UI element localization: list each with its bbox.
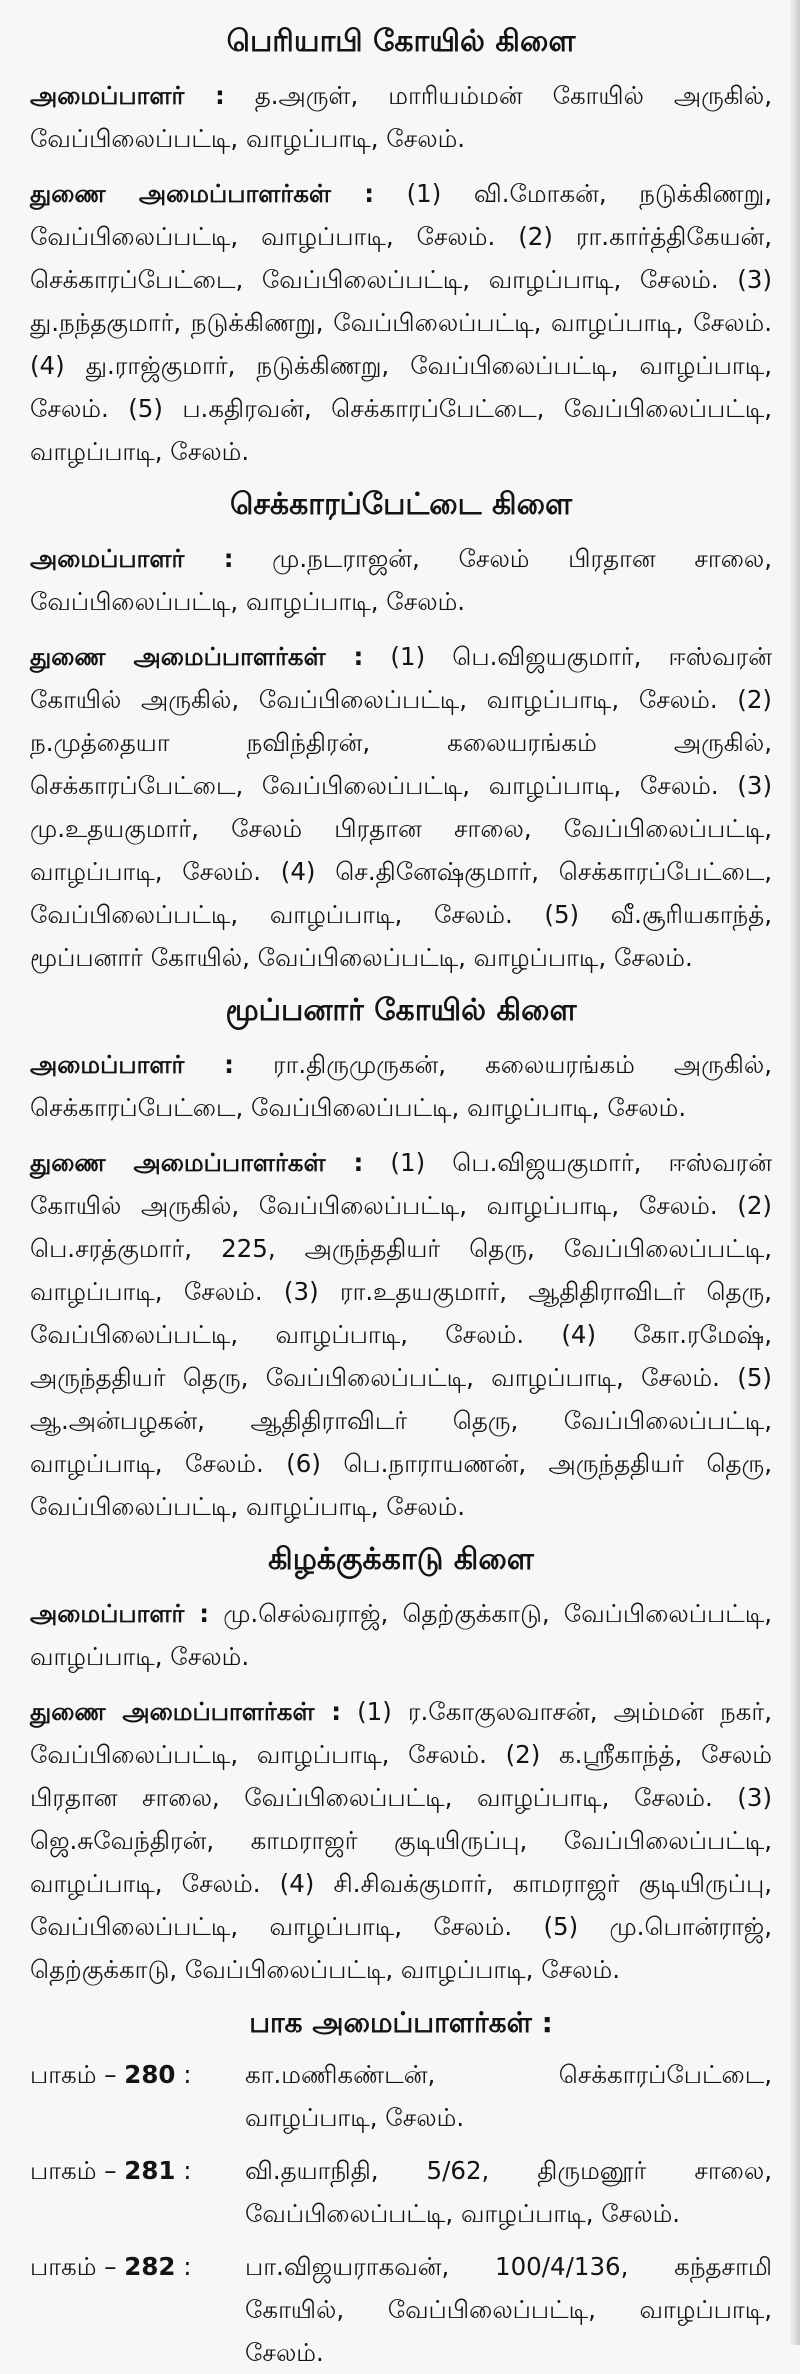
deputy-text: (1) பெ.விஜயகுமார், ஈஸ்வரன் கோயில் அருகில், வேப்பிலைப்பட்டி, வாழப்பாடி, சேலம். (2) ந.முத்தையா நவிந்திரன், கலையரங்கம் அருகில், செக்காரப்பேட்டை, வேப்பிலைப்பட்டி, வாழப்பாடி, சேலம். (3) மு.உதயகுமார், சேலம் பிரதான சாலை, வேப்பிலைப்பட்டி, வாழப்பாடி, சேலம். (4) செ.தினேஷ்குமார், செக்காரப்பேட்டை, வேப்பிலைப்பட்டி, வாழப்பாடி, சேலம். (5) வீ.சூரியகாந்த், மூப்பனார் கோயில், வேப்பிலைப்பட்டி, வாழப்பாடி, சேலம். xyxy=(30,642,773,972)
deputy-paragraph xyxy=(30,172,772,473)
booth-number: 281 xyxy=(124,2156,176,2185)
organizer-paragraph xyxy=(30,537,772,623)
booth-prefix: பாகம் – xyxy=(30,2060,117,2089)
deputy-label: துணை அமைப்பாளர்கள் : xyxy=(30,1697,342,1726)
booth-heading: பாக அமைப்பாளர்கள் : xyxy=(249,2006,553,2039)
deputy-paragraph xyxy=(30,1690,772,1991)
organizer-text: த.அருள், மாரியம்மன் கோயில் அருகில், வேப்பிலைப்பட்டி, வாழப்பாடி, சேலம். xyxy=(30,81,772,153)
booth-row xyxy=(30,2053,772,2139)
deputy-paragraph xyxy=(30,635,772,979)
organizer-label: அமைப்பாளர் : xyxy=(30,544,234,573)
booth-colon: : xyxy=(183,2156,192,2185)
booth-colon: : xyxy=(183,2060,192,2089)
deputy-label: துணை அமைப்பாளர்கள் : xyxy=(30,1148,364,1177)
organizer-paragraph xyxy=(30,1043,772,1129)
deputy-label: துணை அமைப்பாளர்கள் : xyxy=(30,179,375,208)
deputy-paragraph xyxy=(30,1141,772,1528)
booth-organizer-text: கா.மணிகண்டன், செக்காரப்பேட்டை, வாழப்பாடி, சேலம். xyxy=(245,2060,772,2132)
booth-section xyxy=(30,2003,772,2374)
organizer-paragraph xyxy=(30,74,772,160)
organizer-paragraph xyxy=(30,1592,772,1678)
deputy-text: (1) பெ.விஜயகுமார், ஈஸ்வரன் கோயில் அருகில், வேப்பிலைப்பட்டி, வாழப்பாடி, சேலம். (2) பெ.சரத்குமார், 225, அருந்ததியர் தெரு, வேப்பிலைப்பட்டி, வாழப்பாடி, சேலம். (3) ரா.உதயகுமார், ஆதிதிராவிடர் தெரு, வேப்பிலைப்பட்டி, வாழப்பாடி, சேலம். (4) கோ.ரமேஷ், அருந்ததியர் தெரு, வேப்பிலைப்பட்டி, வாழப்பாடி, சேலம். (5) ஆ.அன்பழகன், ஆதிதிராவிடர் தெரு, வேப்பிலைப்பட்டி, வாழப்பாடி, சேலம். (6) பெ.நாராயணன், அருந்ததியர் தெரு, வேப்பிலைப்பட்டி, வாழப்பாடி, சேலம். xyxy=(30,1148,773,1521)
booth-label xyxy=(30,2053,245,2139)
branch-section xyxy=(30,1540,772,1991)
deputy-text: (1) வி.மோகன், நடுக்கிணறு, வேப்பிலைப்பட்டி, வாழப்பாடி, சேலம். (2) ரா.கார்த்திகேயன், செக்காரப்பேட்டை, வேப்பிலைப்பட்டி, வாழப்பாடி, சேலம். (3) து.நந்தகுமார், நடுக்கிணறு, வேப்பிலைப்பட்டி, வாழப்பாடி, சேலம். (4) து.ராஜ்குமார், நடுக்கிணறு, வேப்பிலைப்பட்டி, வாழப்பாடி, சேலம். (5) ப.கதிரவன், செக்காரப்பேட்டை, வேப்பிலைப்பட்டி, வாழப்பாடி, சேலம். xyxy=(30,179,772,466)
booth-colon: : xyxy=(183,2252,192,2281)
organizer-label: அமைப்பாளர் : xyxy=(30,1599,210,1628)
deputy-label: துணை அமைப்பாளர்கள் : xyxy=(30,642,364,671)
deputy-text: (1) ர.கோகுலவாசன், அம்மன் நகர், வேப்பிலைப்பட்டி, வாழப்பாடி, சேலம். (2) க.ஸ்ரீகாந்த், சேலம் பிரதான சாலை, வேப்பிலைப்பட்டி, வாழப்பாடி, சேலம். (3) ஜெ.சுவேந்திரன், காமராஜர் குடியிருப்பு, வேப்பிலைப்பட்டி, வாழப்பாடி, சேலம். (4) சி.சிவக்குமார், காமராஜர் குடியிருப்பு, வேப்பிலைப்பட்டி, வாழப்பாடி, சேலம். (5) மு.பொன்ராஜ், தெற்குக்காடு, வேப்பிலைப்பட்டி, வாழப்பாடி, சேலம். xyxy=(30,1697,772,1984)
organizer-text: மு.நடராஜன், சேலம் பிரதான சாலை, வேப்பிலைப்பட்டி, வாழப்பாடி, சேலம். xyxy=(30,544,773,616)
booth-number: 280 xyxy=(124,2060,176,2089)
branch-title: கிழக்குக்காடு கிளை xyxy=(268,1542,534,1577)
booth-row xyxy=(30,2245,772,2374)
branch-title: செக்காரப்பேட்டை கிளை xyxy=(229,487,573,522)
booth-prefix: பாகம் – xyxy=(30,2156,117,2185)
booth-row xyxy=(30,2149,772,2235)
booth-label xyxy=(30,2245,245,2374)
branch-title: பெரியாபி கோயில் கிளை xyxy=(226,24,576,59)
page-edge-shadow xyxy=(790,0,800,2345)
organizer-label: அமைப்பாளர் : xyxy=(30,81,225,110)
organizer-label: அமைப்பாளர் : xyxy=(30,1050,234,1079)
booth-prefix: பாகம் – xyxy=(30,2252,117,2281)
branch-section xyxy=(30,485,772,979)
booth-number: 282 xyxy=(124,2252,176,2281)
organizer-text: ரா.திருமுருகன், கலையரங்கம் அருகில், செக்காரப்பேட்டை, வேப்பிலைப்பட்டி, வாழப்பாடி, சேலம். xyxy=(30,1050,773,1122)
branch-section xyxy=(30,991,772,1528)
branch-title: மூப்பனார் கோயில் கிளை xyxy=(225,993,577,1028)
booth-organizer-text: பா.விஜயராகவன், 100/4/136, கந்தசாமி கோயில், வேப்பிலைப்பட்டி, வாழப்பாடி, சேலம். xyxy=(245,2252,772,2367)
booth-organizer-text: வி.தயாநிதி, 5/62, திருமனூர் சாலை, வேப்பிலைப்பட்டி, வாழப்பாடி, சேலம். xyxy=(245,2156,772,2228)
branch-section xyxy=(30,22,772,473)
organizer-text: மு.செல்வராஜ், தெற்குக்காடு, வேப்பிலைப்பட்டி, வாழப்பாடி, சேலம். xyxy=(30,1599,772,1671)
booth-label xyxy=(30,2149,245,2235)
